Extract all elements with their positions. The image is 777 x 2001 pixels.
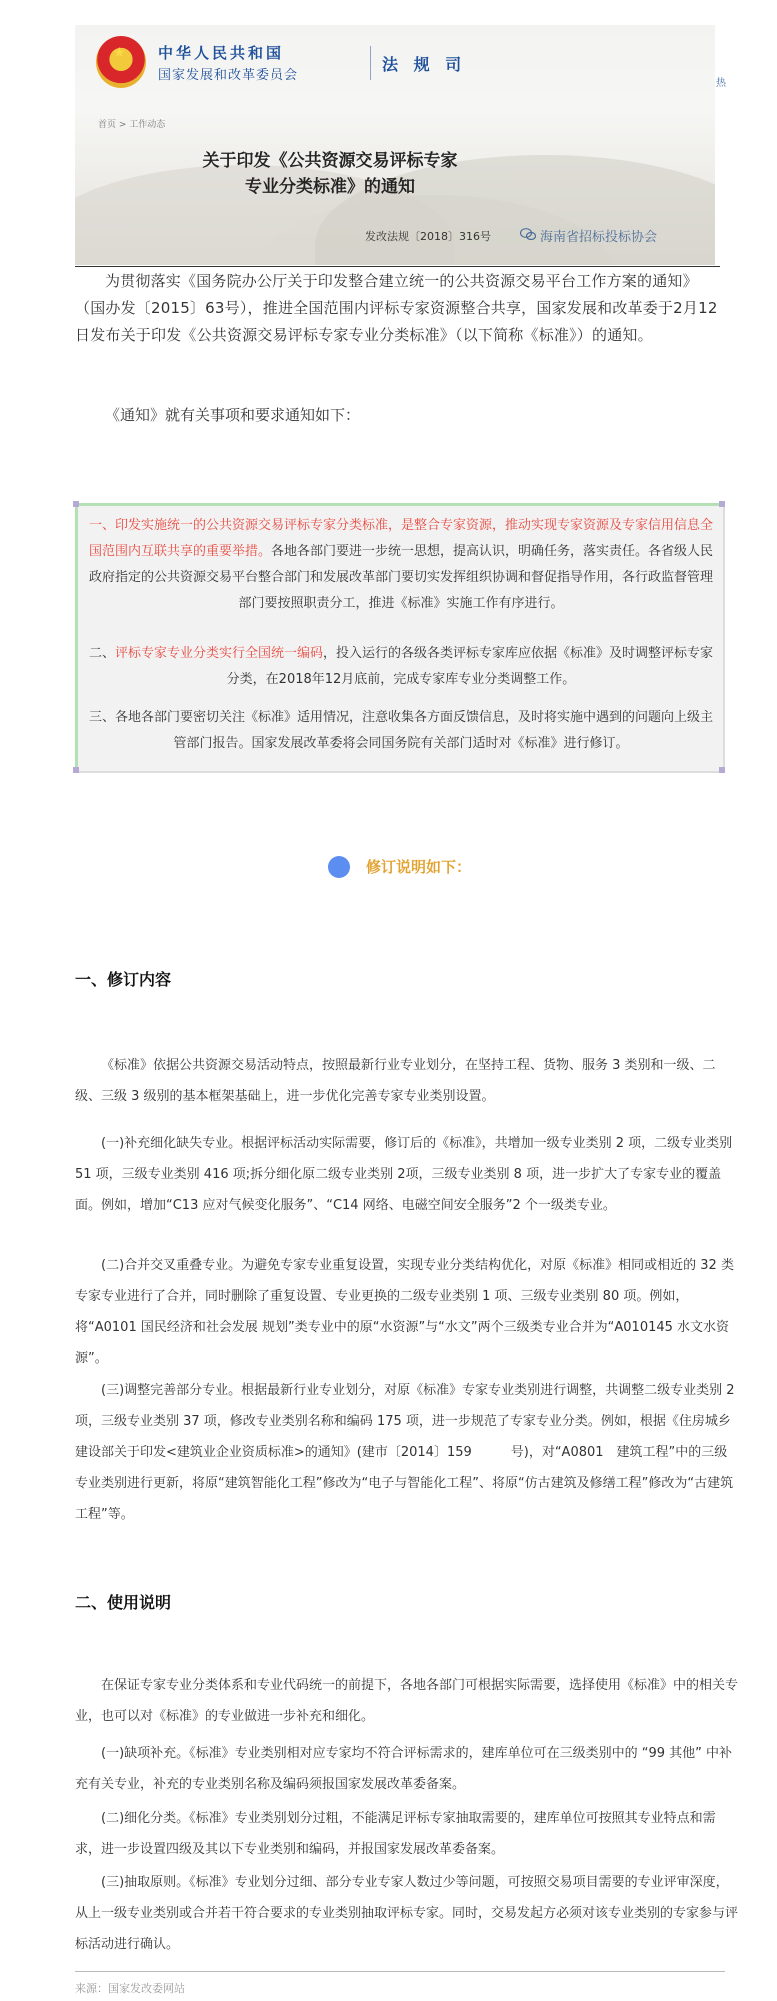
notice-paragraph: 《通知》就有关事项和要求通知如下：	[105, 406, 361, 424]
section-paragraph: (二)合并交叉重叠专业。为避免专家专业重复设置，实现专业分类结构优化，对原《标准》相同或相近的 32 类专家专业进行了合并，同时删除了重复设置、专业更换的二级专业类别 1 项、三级专业类别 80 项。例如，将“A0101 国民经济和社会发展 规划”类专业中的原“水资源”与“水文”两个三级类专业合并为“A010145 水文水资源”。	[75, 1258, 734, 1366]
section-heading: 二、使用说明	[75, 1593, 172, 1612]
hot-link[interactable]: 热	[716, 78, 726, 89]
department-name: 法 规 司	[382, 55, 467, 74]
source-line: 来源：国家发改委网站	[75, 1971, 725, 1996]
corner-decoration	[73, 767, 79, 773]
section-paragraph: (三)调整完善部分专业。根据最新行业专业划分，对原《标准》专家专业类别进行调整，共调整二级专业类别 2 项，三级专业类别 37 项，修改专业类别名称和编码 175 项，进一步规范了专家专业分类。例如，根据《住房城乡建设部关于印发<建筑业企业资质标准>的通知》(建市〔2014〕159 号)，对“A0801 建筑工程”中的三级专业类别进行更新，将原“建筑智能化工程”修改为“电子与智能化工程”、将原“仿古建筑及修缮工程”修改为“古建筑工程”等。	[75, 1383, 735, 1522]
notice-item-3: 三、各地各部门要密切关注《标准》适用情况，注意收集各方面反馈信息，及时将实施中遇到的问题向上级主管部门报告。国家发展改革委将会同国务院有关部门适时对《标准》进行修订。	[88, 710, 713, 751]
banner-title	[130, 148, 530, 200]
section-paragraph: (二)细化分类。《标准》专业类别划分过粗，不能满足评标专家抽取需要的，建库单位可按照其专业特点和需求，进一步设置四级及其以下专业类别和编码，并报国家发展改革委备案。	[75, 1811, 716, 1857]
national-emblem-icon: ★	[96, 36, 146, 88]
item-text: 各地各部门要进一步统一思想，提高认识，明确任务，落实责任。各省级人民政府指定的公共资源交易平台整合部门和发展改革部门要切实发挥组织协调和督促指导作用，各行政监督管理部门要按照职责分工，推进《标准》实施工作有序进行。	[88, 544, 714, 611]
corner-decoration	[719, 767, 725, 773]
document-number: 发改法规〔2018〕316号	[365, 230, 491, 243]
corner-decoration	[73, 501, 79, 507]
notice-item-2	[88, 641, 714, 693]
banner-title-line: 关于印发《公共资源交易评标专家	[202, 151, 458, 171]
watermark: 海南省招标投标协会	[540, 230, 658, 245]
section-paragraph: 在保证专家专业分类体系和专业代码统一的前提下，各地各部门可根据实际需要，选择使用《标准》中的相关专业，也可以对《标准》的专业做进一步补充和细化。	[75, 1678, 739, 1724]
divider	[370, 46, 371, 80]
section-paragraph: (一)补充细化缺失专业。根据评标活动实际需要，修订后的《标准》，共增加一级专业类别 2 项，二级专业类别 51 项，三级专业类别 416 项;拆分细化原二级专业类别 2项，三级专业类别 8 项，进一步扩大了专家专业的覆盖面。例如，增加“C13 应对气候变化服务”、“C14 网络、电磁空间安全服务”2 个一级类专业。	[75, 1136, 733, 1213]
section-paragraph: 《标准》依据公共资源交易活动特点，按照最新行业专业划分，在坚持工程、货物、服务 3 类别和一级、二级、三级 3 级别的基本框架基础上，进一步优化完善专家专业类别设置。	[75, 1058, 716, 1104]
banner-title-line: 专业分类标准》的通知	[245, 177, 415, 197]
notice-items-box	[75, 503, 723, 771]
item-text: ，投入运行的各级各类评标专家库应依据《标准》及时调整评标专家分类，在2018年12月底前，完成专家库专业分类调整工作。	[226, 646, 714, 687]
section-paragraph: (一)缺项补充。《标准》专业类别相对应专家均不符合评标需求的，建库单位可在三级类别中的 “99 其他” 中补充有关专业，补充的专业类别名称及编码须报国家发展改革委备案。	[75, 1746, 733, 1792]
org-full-name: 国家发展和改革委员会	[158, 68, 299, 83]
item-highlight: 评标专家专业分类实行全国统一编码	[114, 646, 323, 661]
item-prefix: 一、	[88, 518, 115, 533]
org-name: 中华人民共和国	[158, 44, 285, 62]
section-paragraph: (三)抽取原则。《标准》专业划分过细、部分专业专家人数过少等问题，可按照交易项目需要的专业评审深度，从上一级专业类别或合并若干符合要求的专业类别抽取评标专家。同时，交易发起方必须对该专业类别的专家参与评标活动进行确认。	[75, 1875, 739, 1952]
item-highlight: 印发实施统一的公共资源交易评标专家分类标准，是整合专家资源，推动实现专家资源及专家信用信息全国范围内互联共享的重要举措。	[88, 518, 714, 559]
breadcrumb[interactable]: 首页 > 工作动态	[98, 120, 166, 130]
wechat-icon	[520, 228, 536, 240]
divider	[75, 266, 720, 267]
item-prefix: 二、	[88, 646, 115, 661]
revision-title: 修订说明如下：	[366, 858, 472, 876]
intro-paragraph: 为贯彻落实《国务院办公厅关于印发整合建立统一的公共资源交易平台工作方案的通知》（国办发〔2015〕63号），推进全国范围内评标专家资源整合共享，国家发展和改革委于2月12日发布关于印发《公共资源交易评标专家专业分类标准》（以下简称《标准》）的通知。	[75, 272, 718, 344]
section-heading: 一、修订内容	[75, 970, 172, 989]
corner-decoration	[719, 501, 725, 507]
notice-item-1	[88, 513, 714, 617]
bullet-circle-icon	[328, 856, 350, 878]
